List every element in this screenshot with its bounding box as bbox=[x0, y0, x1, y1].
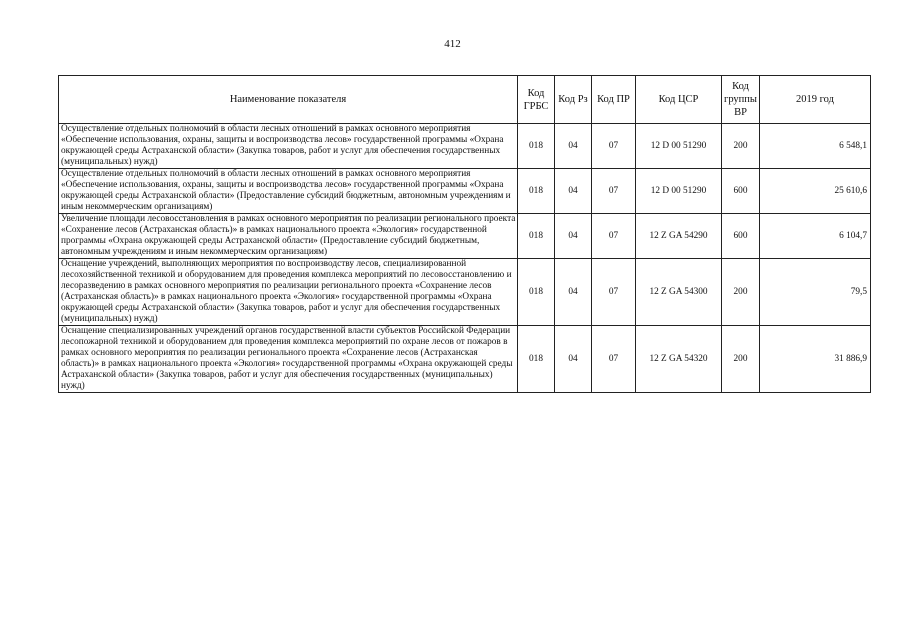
table-row bbox=[59, 124, 871, 169]
cell-name: Оснащение учреждений, выполняющих мероприятия по воспроизводству лесов, специализированной лесохозяйственной техникой и оборудованием для проведения комплекса мероприятий по лесовосстановлению и лесоразведению в рамках основного мероприятия по реализации регионального проекта «Сохранение лесов (Астраханская область)» в рамках национального проекта «Экология» государственной программы «Охрана окружающей среды Астраханской области» (Закупка товаров, работ и услуг для обеспечения государственных (муниципальных) нужд) bbox=[59, 259, 518, 326]
cell-rz: 04 bbox=[555, 124, 592, 169]
cell-rz: 04 bbox=[555, 326, 592, 393]
header-csr: Код ЦСР bbox=[636, 76, 722, 124]
cell-pr: 07 bbox=[592, 214, 636, 259]
cell-amount: 31 886,9 bbox=[760, 326, 871, 393]
cell-pr: 07 bbox=[592, 124, 636, 169]
cell-amount: 6 548,1 bbox=[760, 124, 871, 169]
cell-vr: 200 bbox=[722, 259, 760, 326]
cell-pr: 07 bbox=[592, 326, 636, 393]
cell-csr: 12 Z GA 54320 bbox=[636, 326, 722, 393]
cell-rz: 04 bbox=[555, 214, 592, 259]
header-year: 2019 год bbox=[760, 76, 871, 124]
cell-name: Оснащение специализированных учреждений органов государственной власти субъектов Российской Федерации лесопожарной техникой и оборудованием для проведения комплекса мероприятий по охране лесов от пожаров в рамках основного мероприятия по реализации регионального проекта «Сохранение лесов (Астраханская область)» в рамках национального проекта «Экология» государственной программы «Охрана окружающей среды Астраханской области» (Закупка товаров, работ и услуг для обеспечения государственных (муниципальных) нужд) bbox=[59, 326, 518, 393]
table-row bbox=[59, 214, 871, 259]
header-pr: Код ПР bbox=[592, 76, 636, 124]
header-rz: Код Рз bbox=[555, 76, 592, 124]
cell-vr: 600 bbox=[722, 214, 760, 259]
cell-grbs: 018 bbox=[518, 326, 555, 393]
cell-grbs: 018 bbox=[518, 169, 555, 214]
cell-amount: 6 104,7 bbox=[760, 214, 871, 259]
table-row bbox=[59, 326, 871, 393]
cell-vr: 200 bbox=[722, 326, 760, 393]
cell-pr: 07 bbox=[592, 259, 636, 326]
cell-csr: 12 D 00 51290 bbox=[636, 169, 722, 214]
header-grbs: Код ГРБС bbox=[518, 76, 555, 124]
table-header-row bbox=[59, 76, 871, 124]
cell-vr: 600 bbox=[722, 169, 760, 214]
cell-name: Осуществление отдельных полномочий в области лесных отношений в рамках основного мероприятия «Обеспечение использования, охраны, защиты и воспроизводства лесов» государственной программы «Охрана окружающей среды Астраханской области» (Предоставление субсидий бюджетным, автономным учреждениям и иным некоммерческим организациям) bbox=[59, 169, 518, 214]
cell-csr: 12 Z GA 54300 bbox=[636, 259, 722, 326]
table-row bbox=[59, 259, 871, 326]
page-number: 412 bbox=[444, 38, 461, 50]
cell-pr: 07 bbox=[592, 169, 636, 214]
cell-name: Увеличение площади лесовосстановления в рамках основного мероприятия по реализации регионального проекта «Сохранение лесов (Астраханская область)» в рамках национального проекта «Экология» государственной программы «Охрана окружающей среды Астраханской области» (Предоставление субсидий бюджетным, автономным учреждениям и иным некоммерческим организациям) bbox=[59, 214, 518, 259]
cell-csr: 12 Z GA 54290 bbox=[636, 214, 722, 259]
cell-rz: 04 bbox=[555, 169, 592, 214]
cell-csr: 12 D 00 51290 bbox=[636, 124, 722, 169]
cell-amount: 25 610,6 bbox=[760, 169, 871, 214]
cell-amount: 79,5 bbox=[760, 259, 871, 326]
header-name: Наименование показателя bbox=[59, 76, 518, 124]
cell-name: Осуществление отдельных полномочий в области лесных отношений в рамках основного мероприятия «Обеспечение использования, охраны, защиты и воспроизводства лесов» государственной программы «Охрана окружающей среды Астраханской области» (Закупка товаров, работ и услуг для обеспечения государственных (муниципальных) нужд) bbox=[59, 124, 518, 169]
table-row bbox=[59, 169, 871, 214]
cell-grbs: 018 bbox=[518, 214, 555, 259]
header-vr: Код группы ВР bbox=[722, 76, 760, 124]
budget-table bbox=[58, 75, 871, 393]
cell-rz: 04 bbox=[555, 259, 592, 326]
cell-grbs: 018 bbox=[518, 259, 555, 326]
cell-grbs: 018 bbox=[518, 124, 555, 169]
cell-vr: 200 bbox=[722, 124, 760, 169]
